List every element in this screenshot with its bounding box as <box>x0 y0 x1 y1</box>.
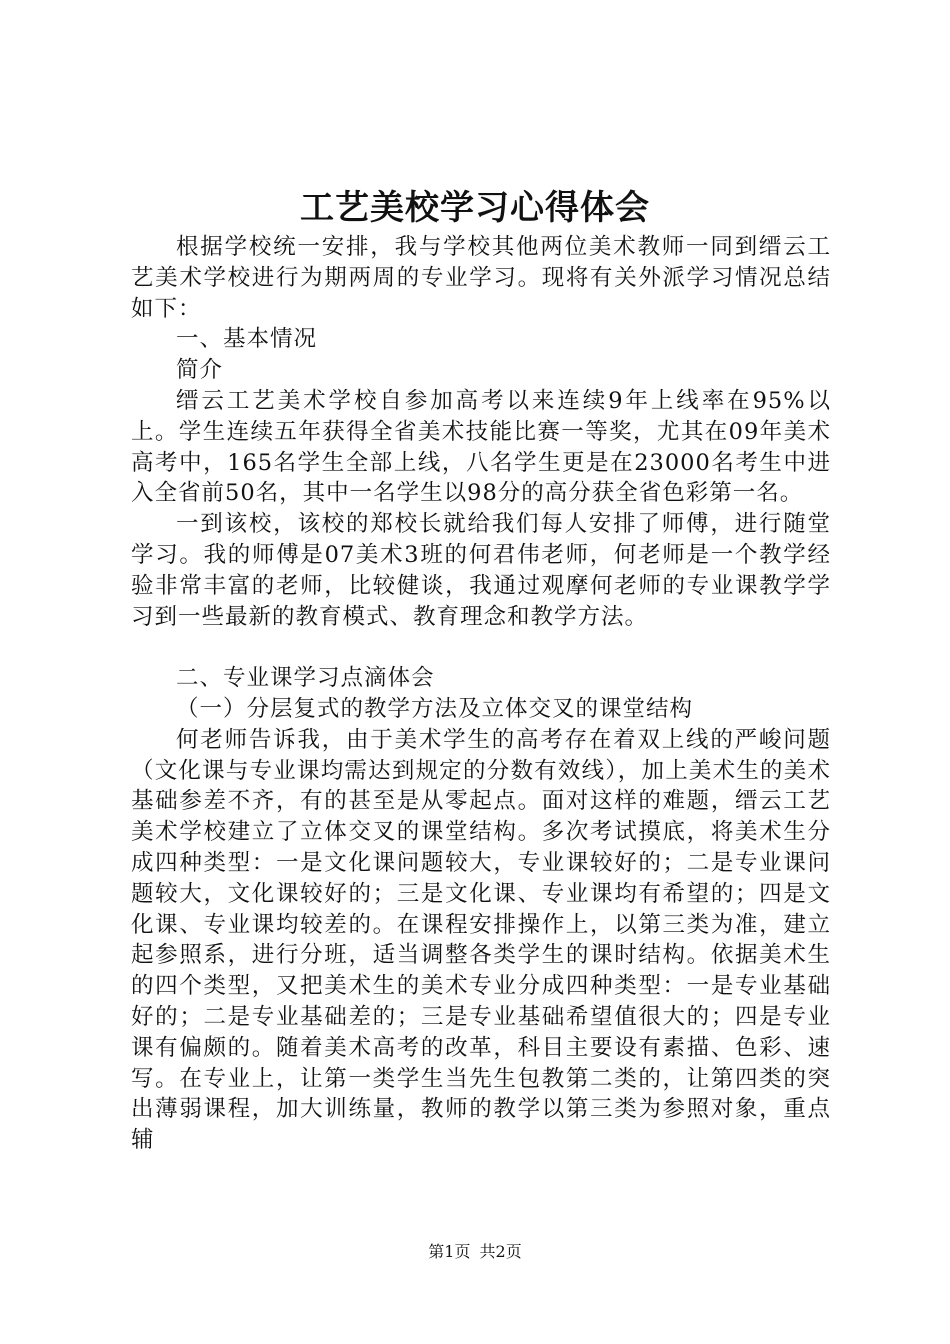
document-title: 工艺美校学习心得体会 <box>300 188 650 228</box>
paragraph-intro: 根据学校统一安排，我与学校其他两位美术教师一同到缙云工艺美术学校进行为期两周的专业学习。现将有关外派学习情况总结如下： <box>131 234 831 322</box>
heading-learning-experience: 二、专业课学习点滴体会 <box>176 665 435 692</box>
subheading-summary: 简介 <box>176 357 224 384</box>
page-footer <box>0 1242 950 1262</box>
subheading-teaching-method: （一）分层复式的教学方法及立体交叉的课堂结构 <box>176 695 694 722</box>
paragraph-mentor: 一到该校，该校的郑校长就给我们每人安排了师傅，进行随堂学习。我的师傅是07美术3班的何君伟老师，何老师是一个教学经验非常丰富的老师，比较健谈，我通过观摩何老师的专业课教学学习到一些最新的教育模式、教育理念和教学方法。 <box>131 511 831 630</box>
page-total: 共2页 <box>479 1242 522 1261</box>
heading-basic-info: 一、基本情况 <box>176 326 318 353</box>
page-number: 第1页 <box>428 1242 471 1261</box>
paragraph-school-results: 缙云工艺美术学校自参加高考以来连续9年上线率在95%以上。学生连续五年获得全省美术技能比赛一等奖，尤其在09年美术高考中，165名学生全部上线，八名学生更是在23000名考生中进入全省前50名，其中一名学生以98分的高分获全省色彩第一名。 <box>131 387 831 507</box>
document-body <box>131 232 831 1156</box>
paragraph-teaching-method: 何老师告诉我，由于美术学生的高考存在着双上线的严峻问题（文化课与专业课均需达到规定的分数有效线），加上美术生的美术基础参差不齐，有的甚至是从零起点。面对这样的难题，缙云工艺美术学校建立了立体交叉的课堂结构。多次考试摸底，将美术生分成四种类型：一是文化课问题较大，专业课较好的；二是专业课问题较大，文化课较好的；三是文化课、专业课均有希望的；四是文化课、专业课均较差的。在课程安排操作上，以第三类为准，建立起参照系，进行分班，适当调整各类学生的课时结构。依据美术生的四个类型，又把美术生的美术专业分成四种类型：一是专业基础好的；二是专业基础差的；三是专业基础希望值很大的；四是专业课有偏颇的。随着美术高考的改革，科目主要设有素描、色彩、速写。在专业上，让第一类学生当先生包教第二类的，让第四类的突出薄弱课程，加大训练量，教师的教学以第三类为参照对象，重点辅 <box>131 726 831 1154</box>
